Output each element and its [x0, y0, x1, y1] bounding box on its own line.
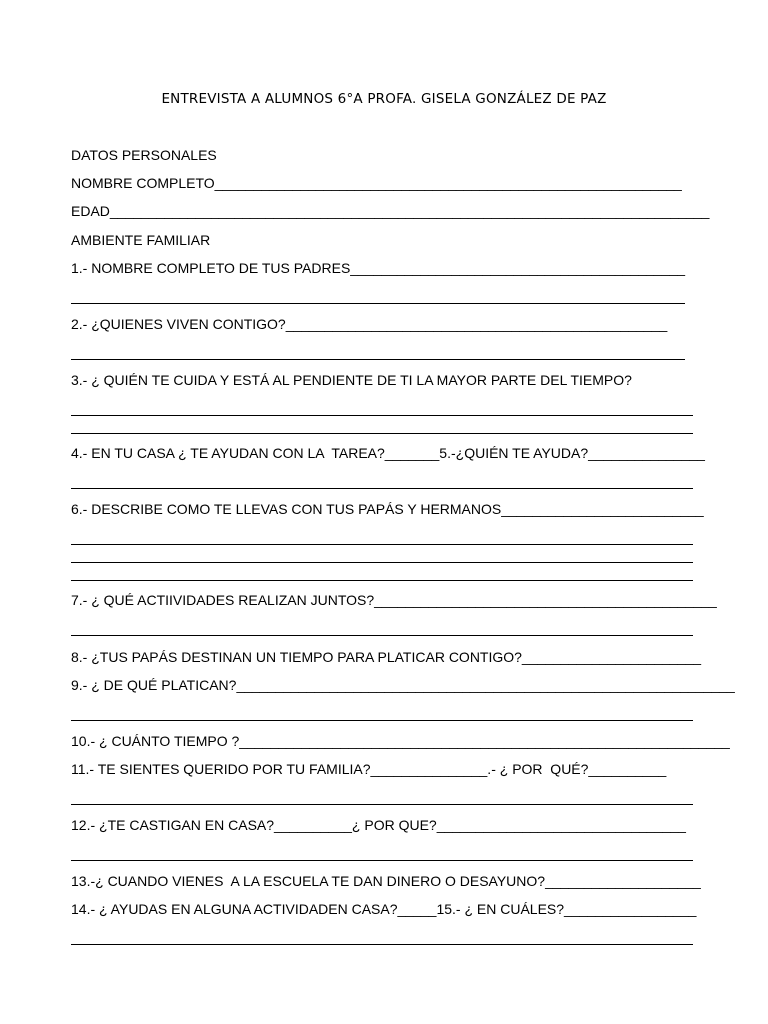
- question-3: 3.- ¿ QUIÉN TE CUIDA Y ESTÁ AL PENDIENTE DE TI LA MAYOR PARTE DEL TIEMPO?: [71, 372, 632, 388]
- question-4-5[interactable]: 4.- EN TU CASA ¿ TE AYUDAN CON LA TAREA?_______5.-¿QUIÉN TE AYUDA?_______________: [71, 445, 705, 461]
- page-title: ENTREVISTA A ALUMNOS 6°A PROFA. GISELA GONZÁLEZ DE PAZ: [161, 91, 607, 107]
- question-14-15[interactable]: 14.- ¿ AYUDAS EN ALGUNA ACTIVIDADEN CASA?_____15.- ¿ EN CUÁLES?_________________: [71, 901, 697, 917]
- question-11[interactable]: 11.- TE SIENTES QUERIDO POR TU FAMILIA?_______________.- ¿ POR QUÉ?__________: [71, 761, 667, 777]
- section-heading-family-environment: AMBIENTE FAMILIAR: [71, 232, 211, 248]
- answer-line[interactable]: [71, 433, 693, 434]
- answer-line[interactable]: [71, 488, 693, 489]
- answer-line[interactable]: [71, 860, 693, 861]
- question-8[interactable]: 8.- ¿TUS PAPÁS DESTINAN UN TIEMPO PARA PLATICAR CONTIGO?_______________________: [71, 649, 702, 665]
- answer-line[interactable]: [71, 544, 693, 545]
- answer-line[interactable]: [71, 415, 693, 416]
- question-13[interactable]: 13.-¿ CUANDO VIENES A LA ESCUELA TE DAN DINERO O DESAYUNO?____________________: [71, 873, 701, 889]
- answer-line[interactable]: [71, 580, 693, 581]
- answer-line[interactable]: [71, 303, 685, 304]
- question-10[interactable]: 10.- ¿ CUÁNTO TIEMPO ?_______________________________________________________________: [71, 733, 730, 749]
- answer-line[interactable]: [71, 804, 693, 805]
- question-9[interactable]: 9.- ¿ DE QUÉ PLATICAN?________________________________________________________________: [71, 677, 735, 693]
- question-6[interactable]: 6.- DESCRIBE COMO TE LLEVAS CON TUS PAPÁS Y HERMANOS__________________________: [71, 501, 704, 517]
- answer-line[interactable]: [71, 359, 685, 360]
- answer-line[interactable]: [71, 720, 693, 721]
- full-name-field[interactable]: NOMBRE COMPLETO____________________________________________________________: [71, 175, 682, 191]
- answer-line[interactable]: [71, 562, 693, 563]
- question-12[interactable]: 12.- ¿TE CASTIGAN EN CASA?__________¿ POR QUE?________________________________: [71, 817, 686, 833]
- question-1[interactable]: 1.- NOMBRE COMPLETO DE TUS PADRES___________________________________________: [71, 260, 686, 276]
- age-field[interactable]: EDAD_____________________________________________________________________________: [71, 203, 710, 219]
- answer-line[interactable]: [71, 635, 693, 636]
- answer-line[interactable]: [71, 944, 693, 945]
- question-7[interactable]: 7.- ¿ QUÉ ACTIIVIDADES REALIZAN JUNTOS?____________________________________________: [71, 592, 717, 608]
- question-2[interactable]: 2.- ¿QUIENES VIVEN CONTIGO?_________________________________________________: [71, 316, 668, 332]
- section-heading-personal-data: DATOS PERSONALES: [71, 147, 217, 163]
